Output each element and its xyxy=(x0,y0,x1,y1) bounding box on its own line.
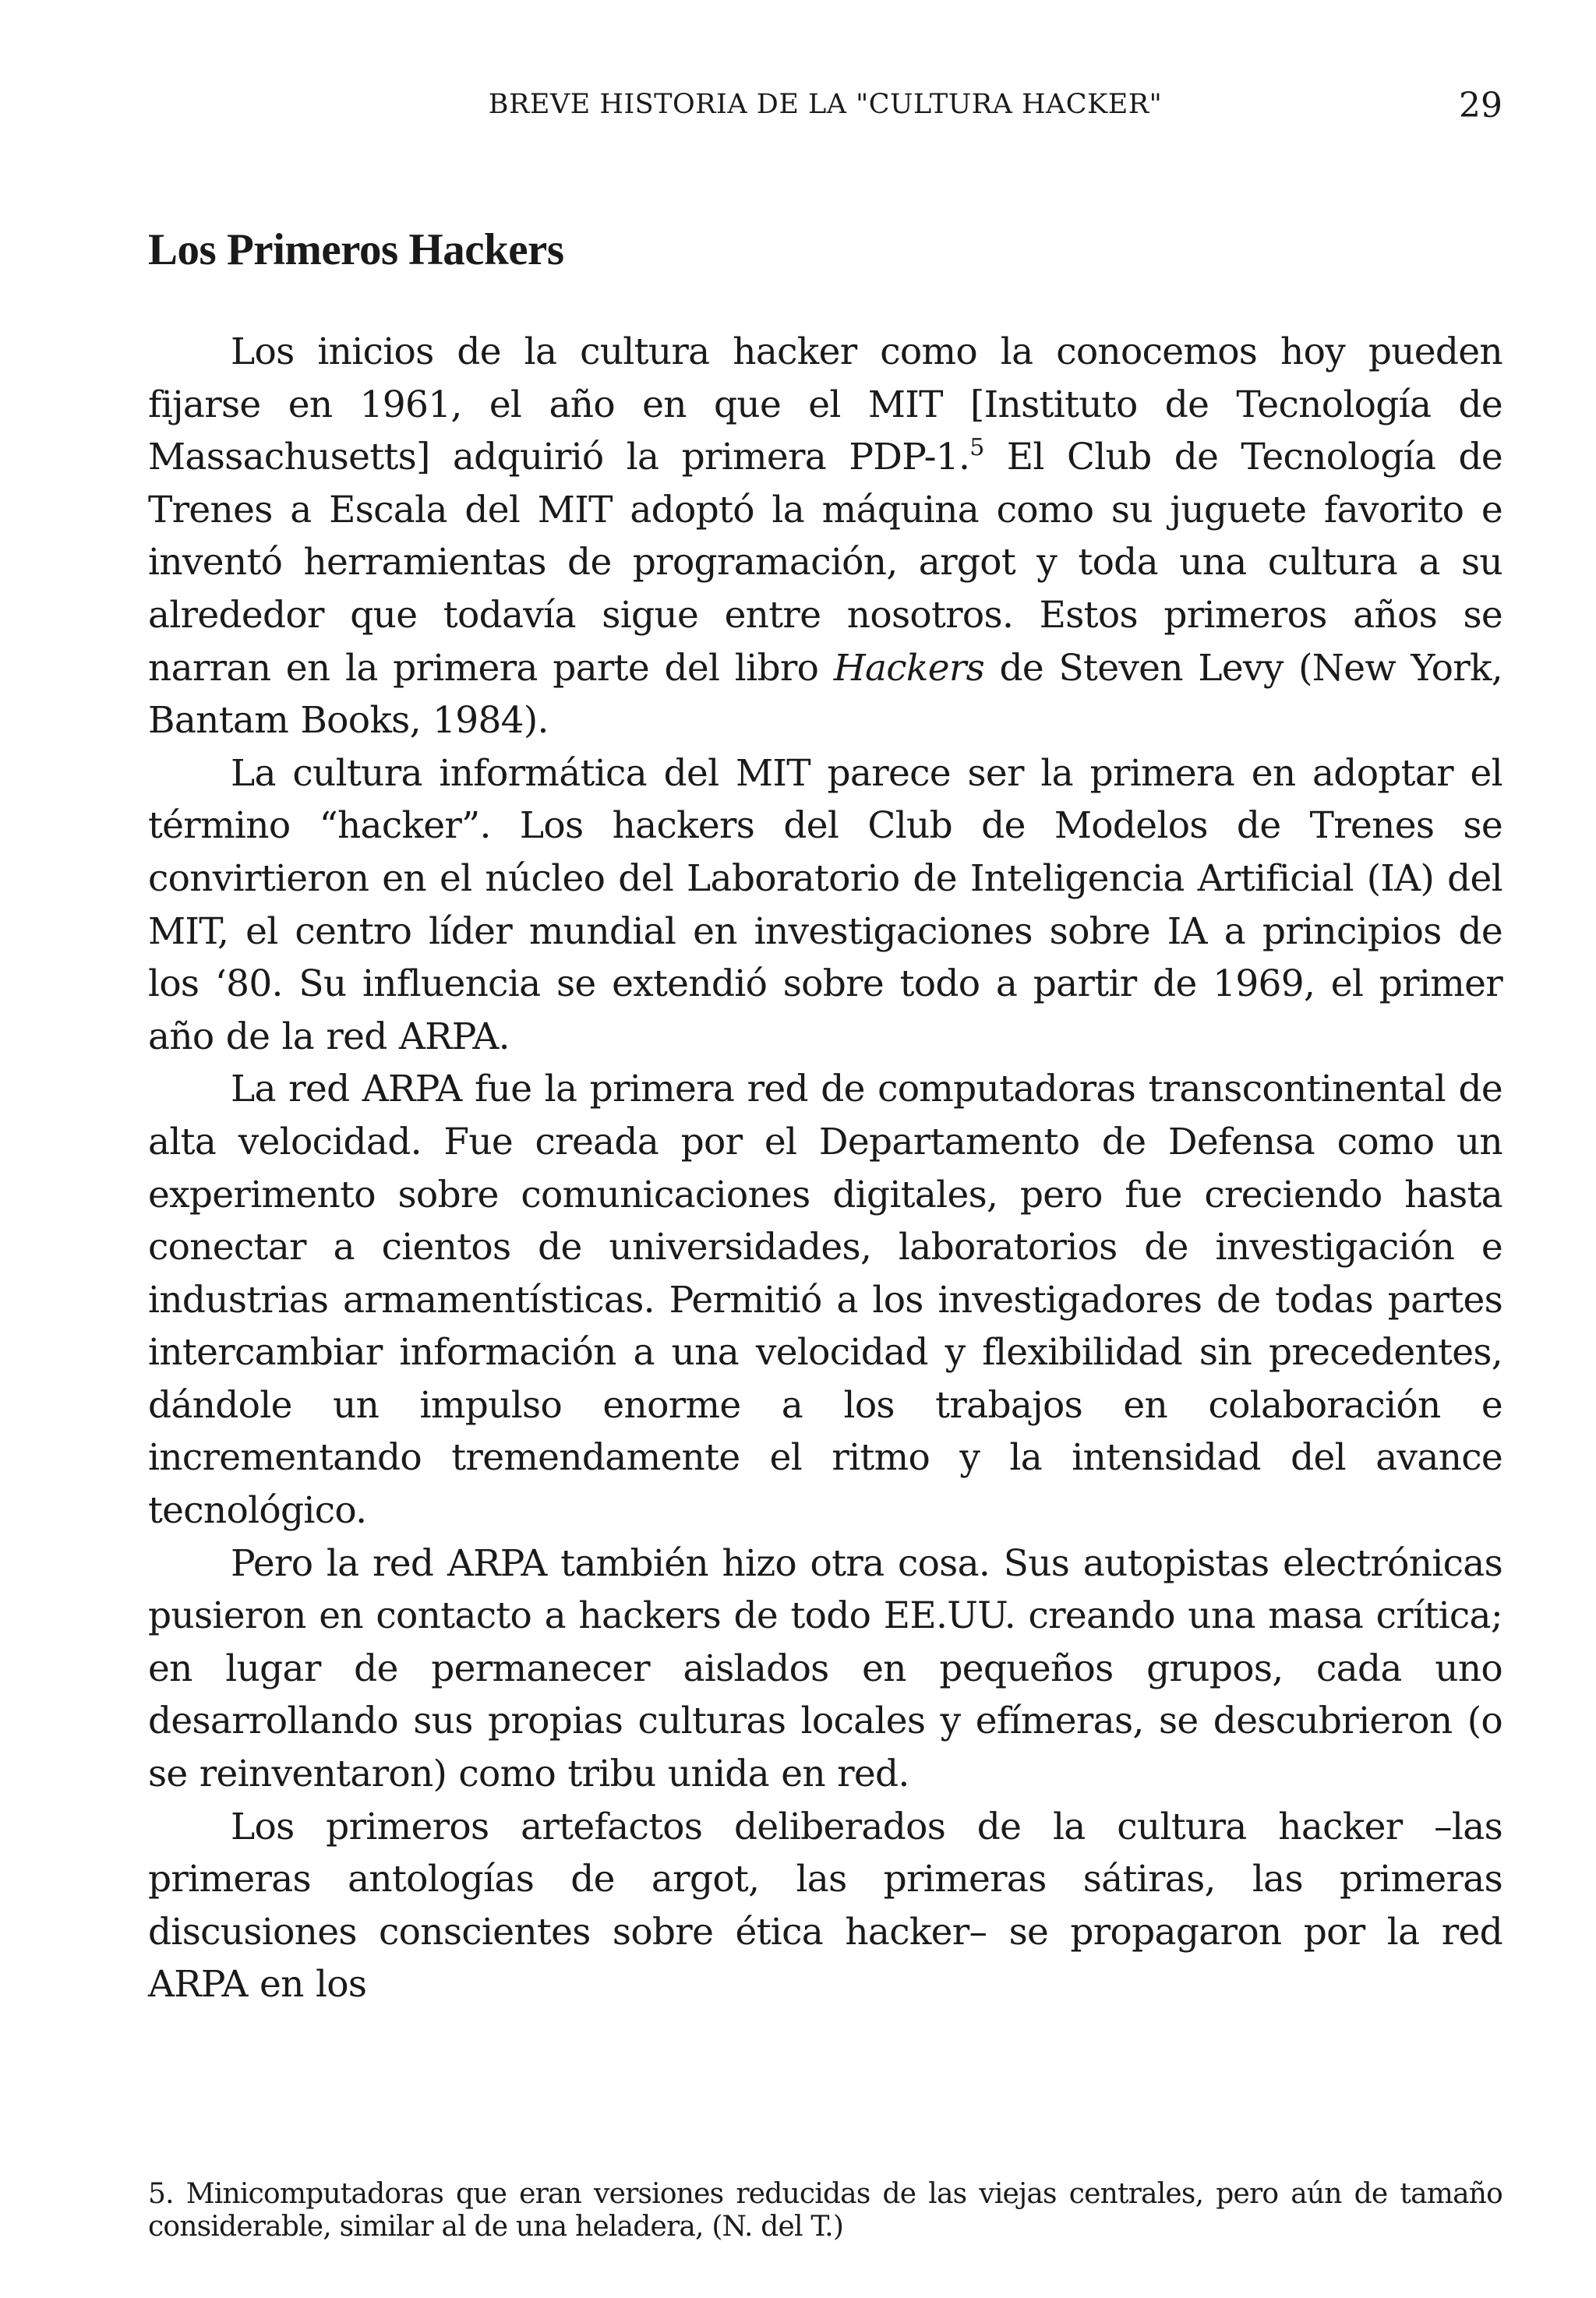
footnote-reference: 5 xyxy=(969,433,984,461)
paragraph-1-text-c: de Steven Levy (New York, Bantam Books, 1984). xyxy=(148,646,1502,743)
paragraph-1-text-a: Los inicios de la cultura hacker como la conocemos hoy pueden fijarse en 1961, el año en que el MIT [Instituto de Tecnología de Massachusetts] adquirió la primera PDP-1. xyxy=(148,330,1502,479)
paragraph-5: Los primeros artefactos deliberados de la cultura hacker –las primeras antologías de argot, las primeras sátiras, las primeras discusiones conscientes sobre ética hacker– se propagaron por la red ARPA en los xyxy=(148,1805,1502,2007)
running-header xyxy=(148,86,1502,132)
body-text xyxy=(148,326,1502,2011)
paragraph-1-text-b: El Club de Tecnología de Trenes a Escala del MIT adoptó la máquina como su juguete favorito e inventó herramientas de programación, argot y toda una cultura a su alrededor que todavía sigue entre nosotros. Estos primeros años se narran en la primera parte del libro xyxy=(148,436,1502,690)
book-title: Hackers xyxy=(833,646,985,690)
section-title: Los Primeros Hackers xyxy=(148,225,564,274)
page-number: 29 xyxy=(1459,86,1502,125)
footnote: 5. Minicomputadoras que eran versiones reducidas de las viejas centrales, pero aún de tamaño considerable, similar al de una heladera, (N. del T.) xyxy=(148,2178,1502,2243)
paragraph-4: Pero la red ARPA también hizo otra cosa. Sus autopistas electrónicas pusieron en contacto a hackers de todo EE.UU. creando una masa crítica; en lugar de permanecer aislados en pequeños grupos, cada uno desarrollando sus propias culturas locales y efímeras, se descubrieron (o se reinventaron) como tribu unida en red. xyxy=(148,1541,1502,1796)
paragraph-3: La red ARPA fue la primera red de computadoras transcontinental de alta velocidad. Fue creada por el Departamento de Defensa como un experimento sobre comunicaciones digitales, pero fue creciendo hasta conectar a cientos de universidades, laboratorios de investigación e industrias armamentísticas. Permitió a los investigadores de todas partes intercambiar información a una velocidad y flexibilidad sin precedentes, dándole un impulso enorme a los trabajos en colaboración e incrementando tremendamente el ritmo y la intensidad del avance tecnológico. xyxy=(148,1068,1502,1533)
running-title: BREVE HISTORIA DE LA "CULTURA HACKER" xyxy=(488,89,1163,120)
paragraph-1 xyxy=(148,326,1502,747)
paragraph-2: La cultura informática del MIT parece ser la primera en adoptar el término “hacker”. Los hackers del Club de Modelos de Trenes se convirtieron en el núcleo del Laboratorio de Inteligencia Artificial (IA) del MIT, el centro líder mundial en investigaciones sobre IA a principios de los ‘80. Su influencia se extendió sobre todo a partir de 1969, el primer año de la red ARPA. xyxy=(148,751,1502,1058)
